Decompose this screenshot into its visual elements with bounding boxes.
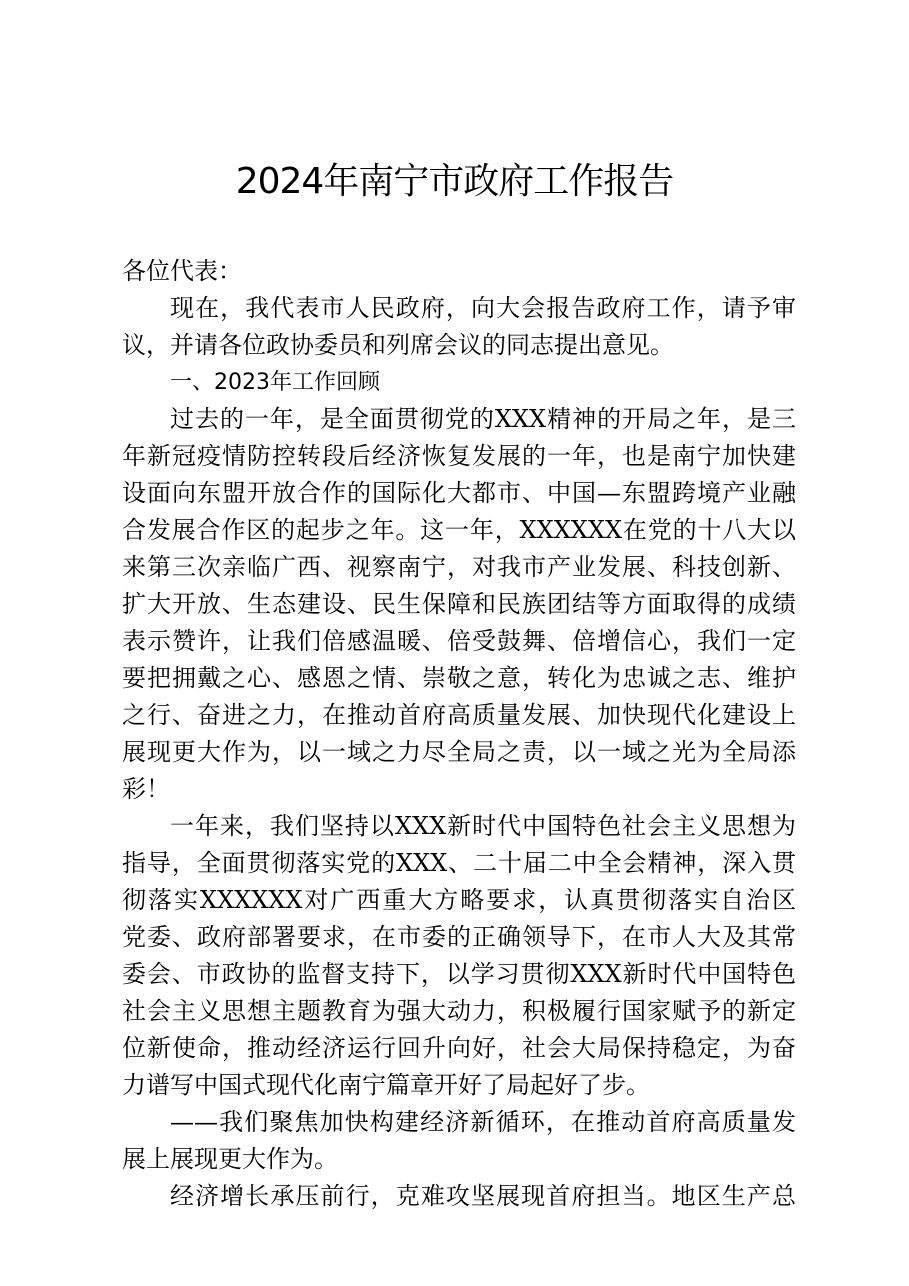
paragraph-line: 委会、市政协的监督支持下，以学习贯彻XXX新时代中国特色 [122, 960, 796, 988]
intro-line: 现在，我代表市人民政府，向大会报告政府工作，请予审 [170, 294, 796, 322]
paragraph-line: 来第三次亲临广西、视察南宁，对我市产业发展、科技创新、 [122, 553, 796, 581]
paragraph-line: 过去的一年，是全面贯彻党的XXX精神的开局之年，是三 [170, 405, 796, 433]
paragraph-line: 位新使命，推动经济运行回升向好，社会大局保持稳定，为奋 [122, 1034, 796, 1062]
paragraph-line: 表示赞许，让我们倍感温暖、倍受鼓舞、倍增信心，我们一定 [122, 627, 796, 655]
paragraph-line: 年新冠疫情防控转段后经济恢复发展的一年，也是南宁加快建 [122, 442, 796, 470]
paragraph-line: 展现更大作为，以一域之力尽全局之责，以一域之光为全局添 [122, 738, 796, 766]
paragraph-line: 彩！ [122, 775, 170, 803]
document-body [122, 253, 796, 1215]
paragraph-line: 要把拥戴之心、感恩之情、崇敬之意，转化为忠诚之志、维护 [122, 664, 796, 692]
salutation: 各位代表： [122, 257, 242, 285]
section-heading: 一、2023年工作回顾 [170, 370, 380, 395]
paragraph-line: 彻落实XXXXXX对广西重大方略要求，认真贯彻落实自治区 [122, 886, 796, 914]
paragraph-line: 扩大开放、生态建设、民生保障和民族团结等方面取得的成绩 [122, 590, 796, 618]
paragraph-line: 社会主义思想主题教育为强大动力，积极履行国家赋予的新定 [122, 997, 796, 1025]
paragraph-line: 设面向东盟开放合作的国际化大都市、中国—东盟跨境产业融 [122, 479, 796, 507]
paragraph-line: 经济增长承压前行，克难攻坚展现首府担当。地区生产总 [170, 1182, 796, 1210]
paragraph-line: 指导，全面贯彻落实党的XXX、二十届二中全会精神，深入贯 [122, 849, 796, 877]
paragraph-line: 合发展合作区的起步之年。这一年，XXXXXX在党的十八大以 [122, 516, 796, 544]
paragraph-line: 力谱写中国式现代化南宁篇章开好了局起好了步。 [122, 1071, 650, 1099]
intro-line: 议，并请各位政协委员和列席会议的同志提出意见。 [122, 331, 674, 359]
paragraph-line: 展上展现更大作为。 [122, 1145, 338, 1173]
paragraph-line: ——我们聚焦加快构建经济新循环，在推动首府高质量发 [170, 1108, 796, 1136]
document-title: 2024年南宁市政府工作报告 [235, 161, 674, 202]
paragraph-line: 之行、奋进之力，在推动首府高质量发展、加快现代化建设上 [122, 701, 796, 729]
paragraph-line: 党委、政府部署要求，在市委的正确领导下，在市人大及其常 [122, 923, 796, 951]
paragraph-line: 一年来，我们坚持以XXX新时代中国特色社会主义思想为 [170, 812, 796, 840]
